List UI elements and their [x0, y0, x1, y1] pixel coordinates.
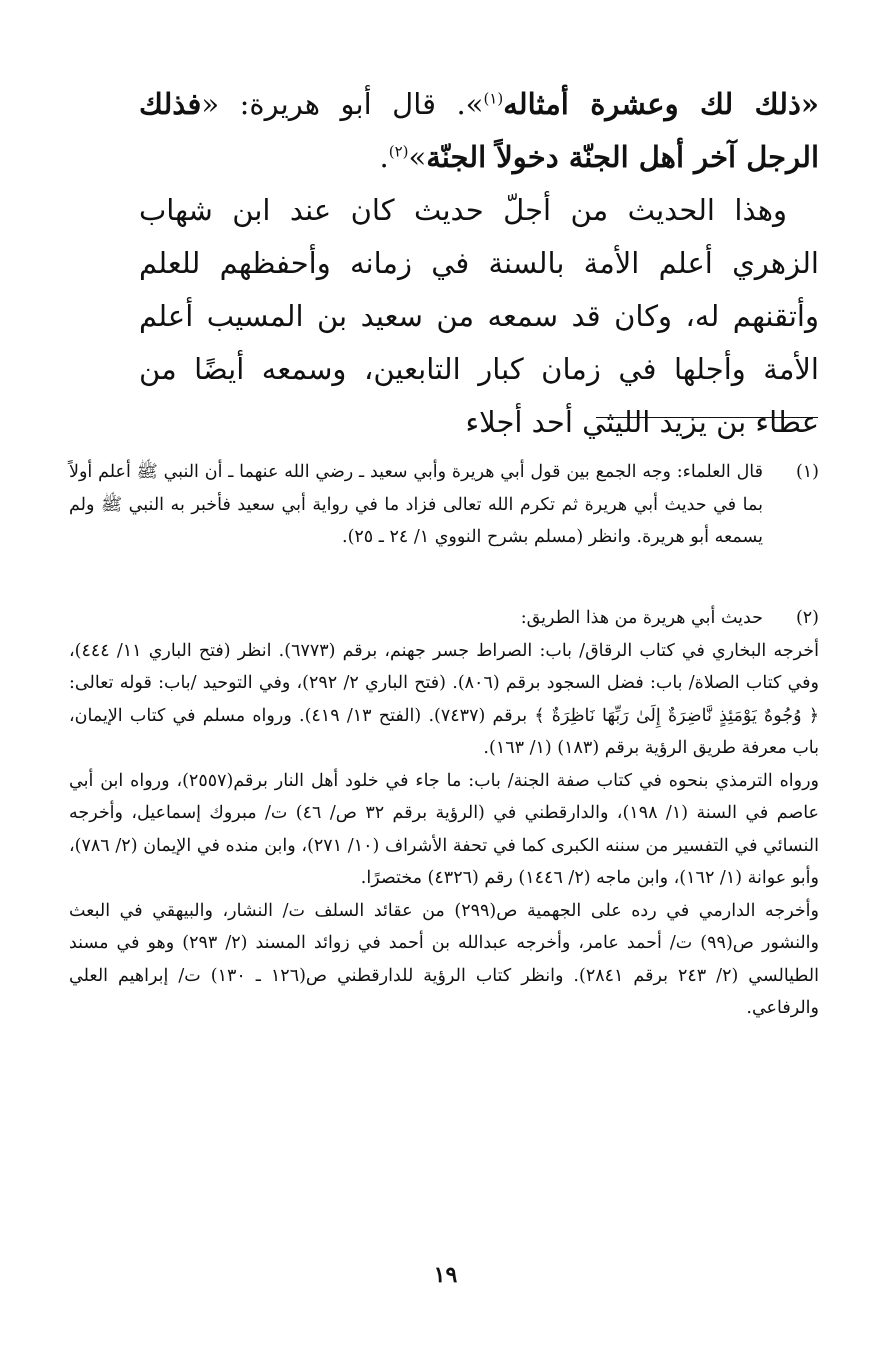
- footnote-ref-2[interactable]: (٢): [388, 142, 409, 161]
- footnote-1: [69, 456, 819, 554]
- quote-close: »: [408, 140, 427, 174]
- footnote-2-paragraph-2: ورواه الترمذي بنحوه في كتاب صفة الجنة/ باب: ما جاء في خلود أهل النار برقم(٢٥٥٧)، ورواه ابن أبي عاصم في السنة (١/ ١٩٨)، والدارقطني في (الرؤية برقم ٣٢ ص/ ٤٦) ت/ مبروك إسماعيل، وأخرجه النسائي في التفسير من سننه الكبرى كما في تحفة الأشراف (١٠/ ٢٧١)، وابن منده في الإيمان (٢/ ٧٨٦)، وأبو عوانة (١/ ١٦٢)، وابن ماجه (٢/ ١٤٤٦) رقم (٤٣٢٦) مختصرًا.: [69, 770, 820, 888]
- footnote-2: [69, 602, 819, 1025]
- footnote-separator: [596, 417, 818, 418]
- narrator-text: ». قال أبو هريرة: «: [201, 87, 484, 121]
- main-paragraph-2: وهذا الحديث من أجلّ حديث كان عند ابن شهاب الزهري أعلم الأمة بالسنة في زمانه وأحفظهم للعلم وأتقنهم له، وكان قد سمعه من سعيد بن المسيب أعلم الأمة وأجلها في زمان كبار التابعين، وسمعه أيضًا من عطاء بن يزيد الليثي أحد أجلاء: [139, 193, 819, 439]
- footnote-ref-1[interactable]: (١): [483, 89, 504, 108]
- hadith-quote-2: فذلك الرجل آخر أهل الجنّة دخولاً الجنّة: [139, 87, 819, 174]
- footnote-2-number: (٢): [795, 608, 819, 628]
- page-number: ١٩: [433, 1262, 458, 1288]
- hadith-quote-1: «ذلك لك وعشرة أمثاله: [503, 87, 819, 121]
- footnote-2-intro: حديث أبي هريرة من هذا الطريق:: [520, 608, 763, 628]
- footnote-2-paragraph-3: وأخرجه الدارمي في رده على الجهمية ص(٢٩٩) من عقائد السلف ت/ النشار، والبيهقي في البعث والنشور ص(٩٩) ت/ أحمد عامر، وأخرجه عبدالله بن أحمد في زوائد المسند (٢/ ٢٩٣) وهو في مسند الطيالسي (٢/ ٢٤٣ برقم ٢٨٤١). وانظر كتاب الرؤية للدارقطني ص(١٢٦ ـ ١٣٠) ت/ إبراهيم العلي والرفاعي.: [69, 900, 819, 1018]
- footnote-1-number: (١): [795, 462, 819, 482]
- footnote-2-paragraph-1: أخرجه البخاري في كتاب الرقاق/ باب: الصراط جسر جهنم، برقم (٦٧٧٣). انظر (فتح الباري ١١/ ٤٤٤)، وفي كتاب الصلاة/ باب: فضل السجود برقم (٨٠٦). (فتح الباري ٢/ ٢٩٢)، وفي التوحيد /باب: قوله تعالى: ﴿ وُجُوهٌ يَوْمَئِذٍ نَّاضِرَةٌ إِلَىٰ رَبِّهَا نَاظِرَةٌ ﴾ برقم (٧٤٣٧). (الفتح ١٣/ ٤١٩). ورواه مسلم في كتاب الإيمان، باب معرفة طريق الرؤية برقم (١٨٣) (١/ ١٦٣).: [69, 640, 820, 758]
- footnote-1-text: قال العلماء: وجه الجمع بين قول أبي هريرة وأبي سعيد ـ رضي الله عنهما ـ أن النبي ﷺ أعلم أولاً بما في حديث أبي هريرة ثم تكرم الله تعالى فزاد ما في رواية أبي سعيد فأخبر به النبي ﷺ ولم يسمعه أبو هريرة. وانظر (مسلم بشرح النووي ١/ ٢٤ ـ ٢٥).: [69, 462, 763, 547]
- main-text: [139, 78, 819, 449]
- paragraph-end: .: [379, 140, 389, 174]
- main-paragraph-1: [139, 78, 819, 184]
